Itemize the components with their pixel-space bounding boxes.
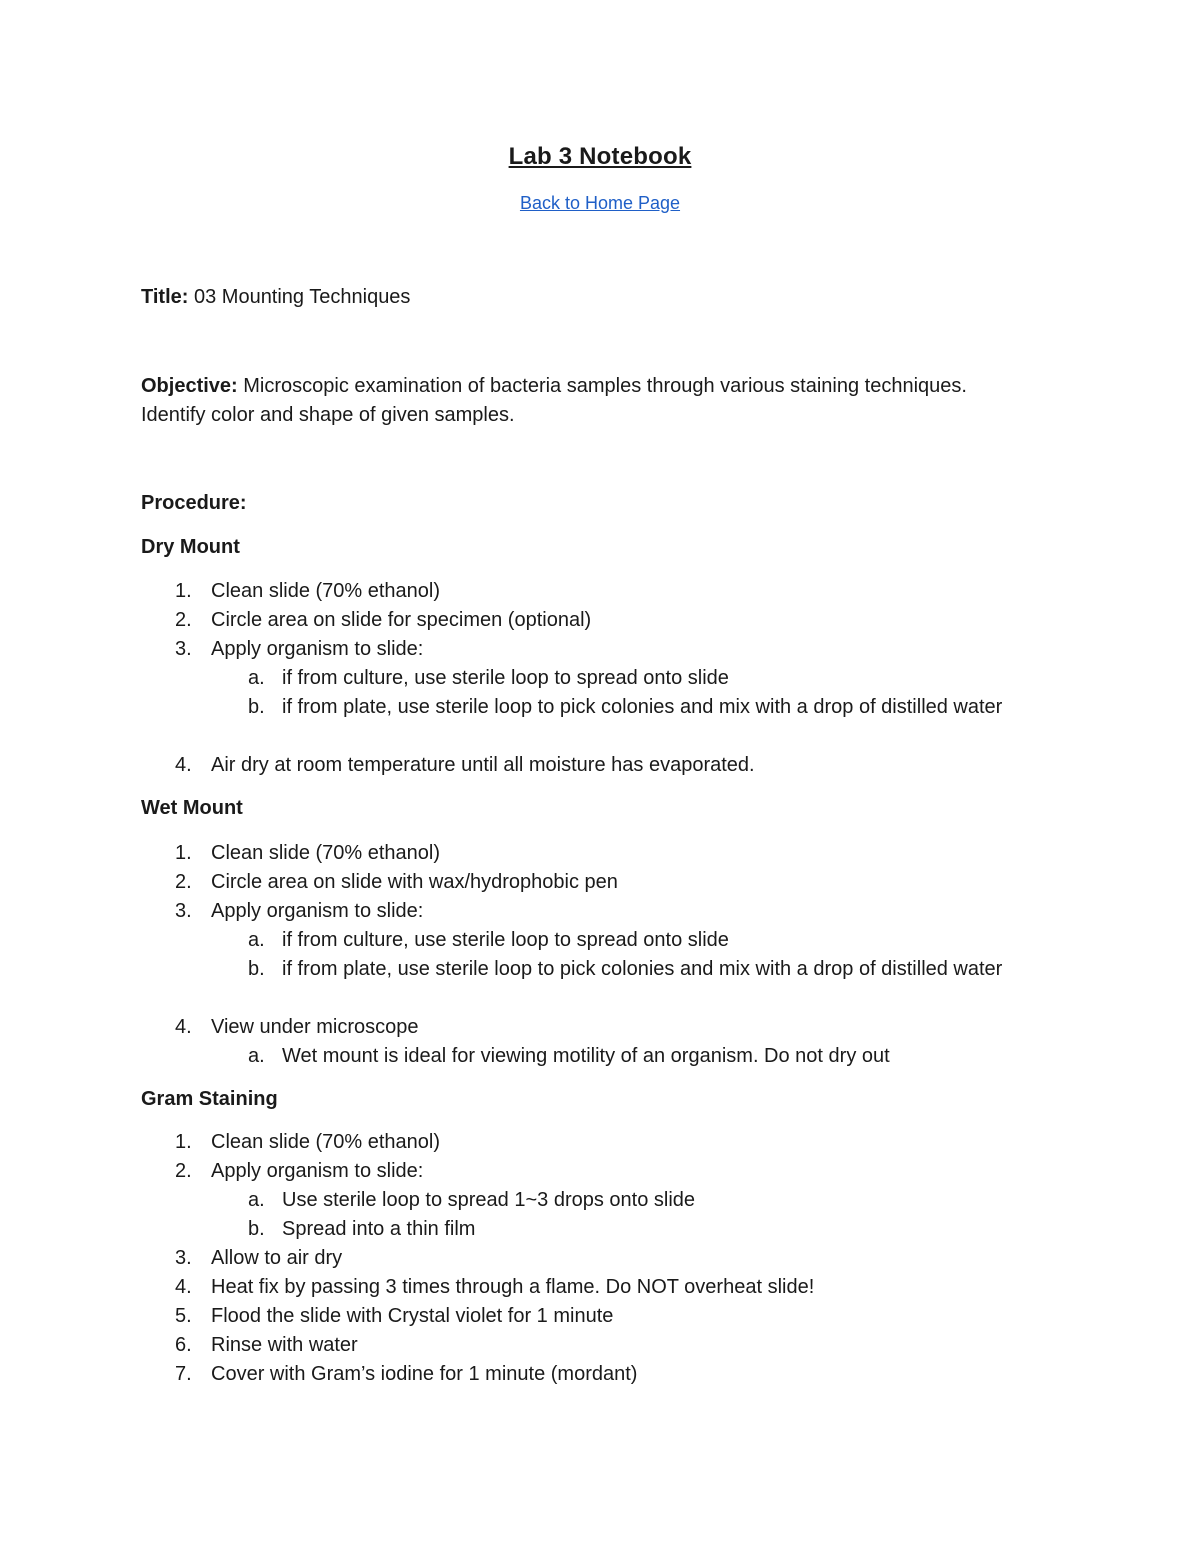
step-number: 6. — [175, 1334, 192, 1356]
sub-step-text: if from culture, use sterile loop to spread onto slide — [282, 929, 729, 951]
list-item — [0, 606, 1200, 635]
list-item — [0, 1013, 1200, 1042]
list-item — [0, 1128, 1200, 1157]
step-text: Heat fix by passing 3 times through a flame. Do NOT overheat slide! — [211, 1276, 815, 1298]
step-text: Clean slide (70% ethanol) — [211, 842, 441, 864]
step-text: View under microscope — [211, 1016, 419, 1038]
gram-staining-steps — [0, 1128, 1200, 1389]
list-item — [0, 868, 1200, 897]
page-title: Lab 3 Notebook — [508, 143, 692, 170]
sub-list-item — [0, 955, 1200, 1013]
sub-step-text: if from culture, use sterile loop to spread onto slide — [282, 667, 729, 689]
step-text: Rinse with water — [211, 1334, 358, 1356]
sub-list-item — [0, 664, 1200, 693]
list-item — [0, 1302, 1200, 1331]
step-number: 1. — [175, 1131, 192, 1153]
sub-step-letter: a. — [248, 667, 265, 689]
step-number: 3. — [175, 638, 192, 660]
sub-step-letter: a. — [248, 1189, 265, 1211]
sub-step-letter: b. — [248, 958, 265, 980]
sub-step-letter: b. — [248, 696, 265, 718]
step-number: 4. — [175, 1276, 192, 1298]
sub-list-item — [0, 693, 1200, 751]
gram-staining-heading: Gram Staining — [141, 1088, 278, 1110]
step-text: Flood the slide with Crystal violet for 1 minute — [211, 1305, 614, 1327]
dry-mount-heading: Dry Mount — [141, 536, 240, 558]
step-number: 2. — [175, 871, 192, 893]
sub-step-text: Wet mount is ideal for viewing motility of an organism. Do not dry out — [282, 1045, 890, 1067]
step-number: 5. — [175, 1305, 192, 1327]
list-item — [0, 1331, 1200, 1360]
objective-text-line2: Identify color and shape of given samples. — [141, 404, 515, 426]
procedure-heading: Procedure: — [141, 492, 247, 514]
step-text: Apply organism to slide: — [211, 1160, 424, 1182]
step-number: 3. — [175, 1247, 192, 1269]
sub-step-text: if from plate, use sterile loop to pick colonies and mix with a drop of distilled water — [282, 958, 1003, 980]
sub-list-item — [0, 1186, 1200, 1215]
step-number: 1. — [175, 580, 192, 602]
step-text: Circle area on slide with wax/hydrophobic pen — [211, 871, 618, 893]
dry-mount-steps — [0, 577, 1200, 780]
objective-label: Objective: — [141, 375, 238, 397]
sub-step-text: if from plate, use sterile loop to pick colonies and mix with a drop of distilled water — [282, 696, 1003, 718]
wet-mount-heading: Wet Mount — [141, 797, 243, 819]
step-text: Air dry at room temperature until all moisture has evaporated. — [211, 754, 755, 776]
sub-step-text: Spread into a thin film — [282, 1218, 476, 1240]
list-item — [0, 839, 1200, 868]
step-number: 4. — [175, 1016, 192, 1038]
step-text: Allow to air dry — [211, 1247, 343, 1269]
list-item — [0, 577, 1200, 606]
step-number: 4. — [175, 754, 192, 776]
step-text: Apply organism to slide: — [211, 638, 424, 660]
list-item — [0, 751, 1200, 780]
step-text: Circle area on slide for specimen (optional) — [211, 609, 592, 631]
list-item — [0, 1157, 1200, 1186]
sub-list-item — [0, 926, 1200, 955]
wet-mount-steps — [0, 839, 1200, 1071]
objective-text-line1: Microscopic examination of bacteria samples through various staining techniques. — [237, 375, 967, 397]
sub-step-letter: b. — [248, 1218, 265, 1240]
step-number: 2. — [175, 609, 192, 631]
back-to-home-link[interactable]: Back to Home Page — [519, 193, 681, 213]
list-item — [0, 1244, 1200, 1273]
step-number: 3. — [175, 900, 192, 922]
step-number: 2. — [175, 1160, 192, 1182]
step-number: 7. — [175, 1363, 192, 1385]
sub-step-text: Use sterile loop to spread 1~3 drops onto slide — [282, 1189, 696, 1211]
list-item — [0, 635, 1200, 664]
step-number: 1. — [175, 842, 192, 864]
sub-step-letter: a. — [248, 929, 265, 951]
list-item — [0, 1360, 1200, 1389]
sub-step-letter: a. — [248, 1045, 265, 1067]
title-value: 03 Mounting Techniques — [188, 286, 411, 308]
title-field — [141, 283, 1061, 312]
objective-paragraph — [141, 372, 1061, 430]
sub-list-item — [0, 1042, 1200, 1071]
step-text: Clean slide (70% ethanol) — [211, 580, 441, 602]
step-text: Cover with Gram’s iodine for 1 minute (mordant) — [211, 1363, 638, 1385]
title-label: Title: — [141, 286, 189, 308]
list-item — [0, 1273, 1200, 1302]
sub-list-item — [0, 1215, 1200, 1244]
step-text: Apply organism to slide: — [211, 900, 424, 922]
list-item — [0, 897, 1200, 926]
step-text: Clean slide (70% ethanol) — [211, 1131, 441, 1153]
